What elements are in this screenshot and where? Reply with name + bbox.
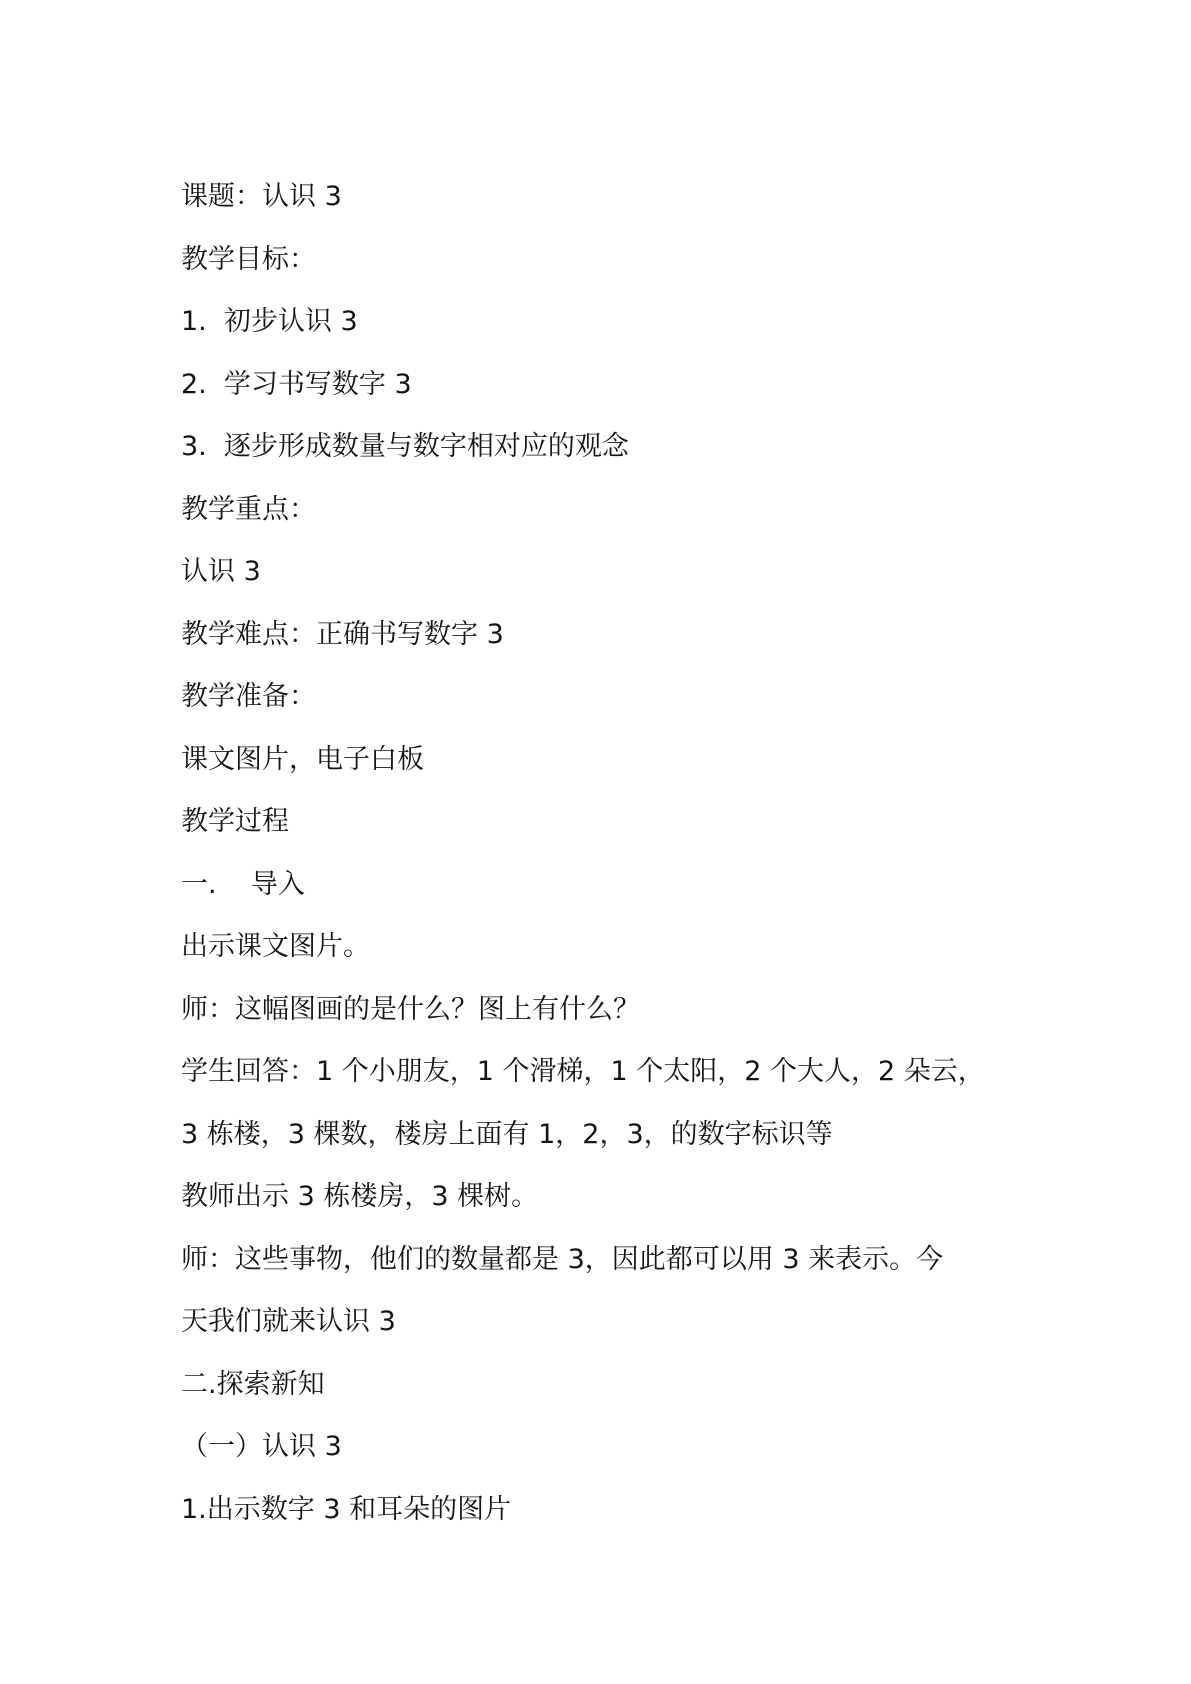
- section-intro-heading: 一. 导入: [181, 868, 305, 900]
- subsection-heading: （一）认识 3: [181, 1431, 342, 1462]
- paragraph-line: 3 栋楼，3 棵数，楼房上面有 1，2，3，的数字标识等: [181, 1118, 833, 1150]
- objectives-heading: 教学目标：: [181, 243, 316, 275]
- lesson-title: 课题：认识 3: [181, 181, 342, 212]
- preparation-text: 课文图片，电子白板: [181, 743, 424, 775]
- preparation-heading: 教学准备：: [181, 681, 316, 712]
- objective-item-3: 3. 逐步形成数量与数字相对应的观念: [181, 431, 629, 462]
- objective-item-2: 2. 学习书写数字 3: [181, 368, 412, 400]
- paragraph-line: 师：这幅图画的是什么？图上有什么？: [181, 993, 640, 1025]
- key-points-heading: 教学重点：: [181, 493, 316, 525]
- process-heading: 教学过程: [181, 806, 289, 837]
- paragraph-line: 学生回答：1 个小朋友，1 个滑梯，1 个太阳，2 个大人，2 朵云，: [181, 1056, 985, 1087]
- difficulty-line: 教学难点：正确书写数字 3: [181, 618, 504, 650]
- paragraph-line: 出示课文图片。: [181, 931, 370, 962]
- section-explore-heading: 二.探索新知: [181, 1368, 325, 1400]
- paragraph-line: 天我们就来认识 3: [181, 1306, 396, 1337]
- key-points-text: 认识 3: [181, 556, 261, 587]
- paragraph-line: 教师出示 3 栋楼房，3 棵树。: [181, 1181, 539, 1212]
- paragraph-line: 师：这些事物，他们的数量都是 3，因此都可以用 3 来表示。今: [181, 1243, 944, 1275]
- document-body: [181, 166, 1041, 1541]
- objective-item-1: 1. 初步认识 3: [181, 306, 358, 337]
- paragraph-line: 1.出示数字 3 和耳朵的图片: [181, 1493, 512, 1525]
